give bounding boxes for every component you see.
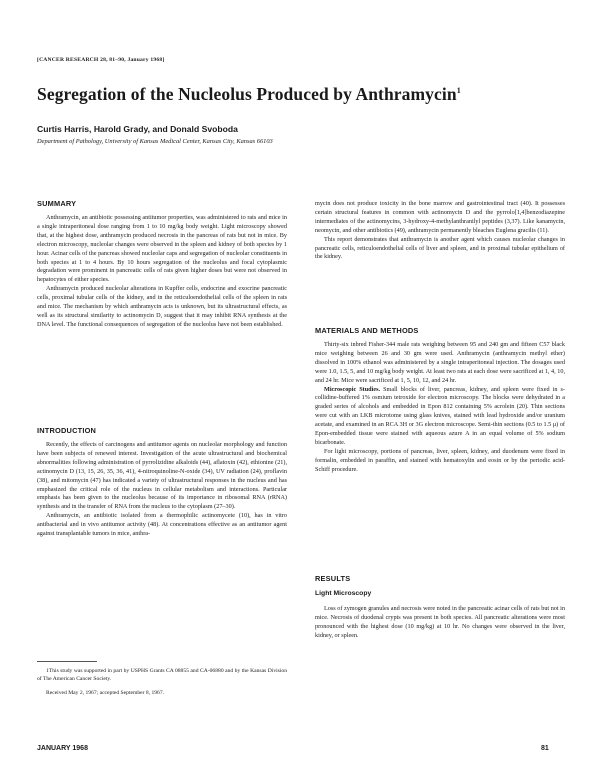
title-text: Segregation of the Nucleolus Produced by Anthramycin bbox=[37, 84, 457, 104]
introduction-paragraph: Anthramycin, an antibiotic isolated from a thermophilic actinomycete (10), has in vitro antibacterial and in vivo antitumor activity (48). At concentrations effective as an antitumor agent against transplantable tumors in mice, anthra- bbox=[37, 512, 287, 538]
results-heading: RESULTS bbox=[315, 574, 351, 583]
intro-continuation: mycin does not produce toxicity in the bone marrow and gastrointestinal tract (40). It possesses certain structural features in common with actinomycin D and the pyrrolo[1,4]benzodiazepine intermediates of the actinomycins, 3-hydroxy-4-methylanthranilyl peptides (3,37). Like kanamycin, neomycin, and other antibiotics (49), anthramycin permanently bleaches Euglena gracilis (11). bbox=[315, 200, 565, 234]
results-body bbox=[315, 605, 565, 641]
microscopic-text: Small blocks of liver, pancreas, kidney, and spleen were fixed in s-collidine-buffered 1% osmium tetroxide for electron microscopy. The blocks were dehydrated in a graded series of alcohols and embedded in Epon 812 containing 5% acrolein (20). Thin sections were cut with an LKB microtome using glass knives, stained with lead hydroxide and/or uranium acetate, and examined in an RCA 3H or 3G electron microscope. Semi-thin sections (0.5 to 1.5 μ) of Epon-embedded tissue were stained with aqueous azure A in an equal volume of 5% sodium bicarbonate. bbox=[315, 385, 565, 446]
page-number: 81 bbox=[541, 745, 549, 752]
funding-footnote: 1This study was supported in part by USPHS Grants CA 08855 and CA-06880 and by the Kansas Division of The American Cancer Society. bbox=[37, 668, 287, 682]
right-column-intro bbox=[315, 200, 565, 262]
introduction-heading: INTRODUCTION bbox=[37, 426, 97, 435]
title-footnote-mark: 1 bbox=[456, 86, 461, 96]
summary-paragraph: Anthramycin produced nucleolar alterations in Kupffer cells, endocrine and exocrine pancreatic cells, proximal tubular cells of the kidney, and in the reticuloendothelial cells of the spleen in rats and mice. The mechanism by which anthramycin acts is unknown, but its ultrastructural effects, as well as its structural similarity to actinomycin D, suggest that it may inhibit RNA synthesis at the DNA level. The functional consequences of segregation of the nucleolus have not been established. bbox=[37, 285, 287, 328]
methods-body bbox=[315, 341, 565, 475]
introduction-body bbox=[37, 441, 287, 539]
intro-paragraph: This report demonstrates that anthramycin is another agent which causes nucleolar changes in pancreatic cells, reticuloendothelial cells of liver and spleen, and in proximal tubular epithelium of the kidney. bbox=[315, 235, 565, 261]
summary-paragraph: Anthramycin, an antibiotic possessing antitumor properties, was administered to rats and mice in a single intraperitoneal dose ranging from 1 to 10 mg/kg body weight. Light microscopy showed that, at the highest dose, anthramycin produced necrosis in the pancreas of rats but not in mice. By electron microscopy, nucleolar changes were observed in the spleen and kidney of both species by 1 hour. Acinar cells of the pancreas showed nucleolar caps and segregation of nucleolar constituents in both species at 1 to 4 hours. By 10 hours segregation of the nucleolus and focal cytoplasmic degradation were prominent in pancreatic cells of rats given higher doses but were not observed in hepatocytes of either species. bbox=[37, 214, 287, 284]
footnote-rule bbox=[37, 661, 97, 662]
issue-date: JANUARY 1968 bbox=[37, 745, 88, 752]
light-methods-paragraph: For light microscopy, portions of pancreas, liver, spleen, kidney, and duodenum were fixed in formalin, embedded in paraffin, and stained with hematoxylin and eosin or by the periodic acid-Schiff procedure. bbox=[315, 447, 565, 473]
summary-heading: SUMMARY bbox=[37, 199, 77, 208]
methods-paragraph: Thirty-six inbred Fisher-344 male rats weighing between 95 and 240 gm and fifteen C57 black mice weighing between 26 and 30 gm were used. Anthramycin (anthramycin methyl ether) dissolved in 100% ethanol was administered by a single intraperitoneal injection. The dosages used were 1.0, 1.5, 5, and 10 mg/kg body weight. At least two rats at each dose were sacrificed at 1, 4, 10, and 24 hr. Mice were sacrificed at 1, 5, 10, 12, and 24 hr. bbox=[315, 341, 565, 384]
journal-reference: [CANCER RESEARCH 28, 81–90, January 1968] bbox=[37, 57, 165, 63]
footnotes bbox=[37, 667, 287, 697]
results-paragraph: Loss of zymogen granules and necrosis were noted in the pancreatic acinar cells of rats but not in mice. Necrosis of duodenal crypts was present in both species. All pancreatic alterations were most pronounced with the highest dose (10 mg/kg) at 10 hr. No changes were observed in the liver, kidney, or spleen. bbox=[315, 605, 565, 639]
summary-body bbox=[37, 214, 287, 330]
light-microscopy-heading: Light Microscopy bbox=[315, 590, 372, 597]
microscopic-lead: Microscopic Studies. bbox=[324, 385, 381, 393]
introduction-paragraph: Recently, the effects of carcinogens and antitumor agents on nucleolar morphology and function have been subjects of renewed interest. Investigation of the acute ultrastructural and biochemical abnormalities following administration of pyrrolizidine alkaloids (44), aflatoxin (42), ethionine (21), actinomycin D (13, 15, 26, 35, 36, 41), 4-nitroquinoline-N-oxide (34), UV radiation (24), proflavin (38), and mitomycin (47) has indicated a variety of ultrastructural responses in the nucleus and has emphasized the critical role of the nucleus in cellular metabolism and interactions. Particular emphasis has been given to the nucleolus because of its importance in ribosomal RNA (rRNA) synthesis and in the transfer of RNA from the nucleus to the cytoplasm (27–30). bbox=[37, 441, 287, 511]
microscopic-paragraph bbox=[315, 386, 565, 448]
affiliation: Department of Pathology, University of Kansas Medical Center, Kansas City, Kansas 66103 bbox=[37, 138, 273, 145]
paper-title bbox=[37, 84, 461, 105]
author-list: Curtis Harris, Harold Grady, and Donald Svoboda bbox=[37, 124, 238, 134]
received-note: Received May 2, 1967; accepted September 8, 1967. bbox=[46, 690, 165, 696]
methods-heading: MATERIALS AND METHODS bbox=[315, 326, 419, 335]
